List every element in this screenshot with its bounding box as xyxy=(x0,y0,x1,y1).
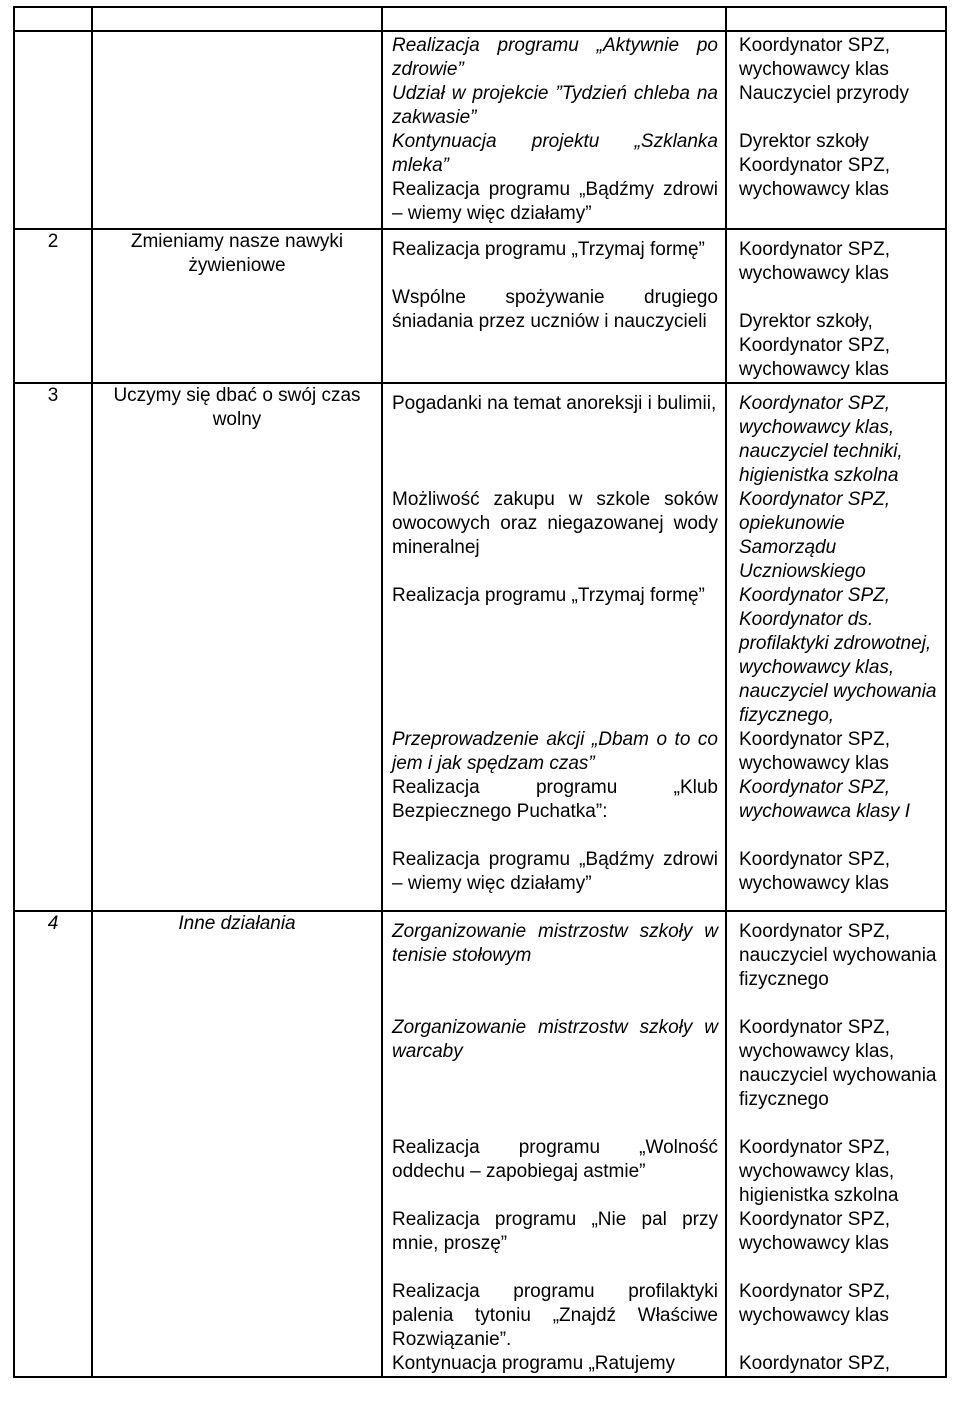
responsible-cell xyxy=(726,229,946,383)
responsible-item: Koordynator SPZ, wychowawcy klas, nauczyciel techniki, higienistka szkolna xyxy=(739,393,903,486)
topic-cell xyxy=(92,7,382,31)
responsible-item: Koordynator SPZ, wychowawcy klas, higienistka szkolna xyxy=(739,1137,899,1206)
responsible-cell xyxy=(726,31,946,229)
activities-cell xyxy=(382,383,726,911)
activity-item: Realizacja programu „Bądźmy zdrowi – wiemy więc działamy” xyxy=(392,179,718,224)
activities-cell xyxy=(382,7,726,31)
responsible-item: Koordynator SPZ, wychowawcy klas xyxy=(739,849,891,894)
responsible-item: Koordynator SPZ, Koordynator ds. profilaktyki zdrowotnej, wychowawcy klas, nauczyciel wychowania fizycznego, xyxy=(739,585,937,726)
table-row xyxy=(14,31,946,229)
responsible-item: Koordynator SPZ, wychowawcy klas xyxy=(739,1281,891,1326)
health-program-table xyxy=(13,6,947,1378)
responsible-cell xyxy=(726,911,946,1377)
topic-cell: Zmieniamy nasze nawyki żywieniowe xyxy=(92,229,382,383)
responsible-item: Koordynator SPZ, wychowawcy klas xyxy=(739,239,891,284)
activity-item: Kontynuacja programu „Ratujemy xyxy=(392,1353,676,1374)
responsible-item: Koordynator SPZ, opiekunowie Samorządu Uczniowskiego xyxy=(739,489,891,582)
row-number-cell: 3 xyxy=(14,383,92,911)
activity-item: Realizacja programu profilaktyki palenia tytoniu „Znajdź Właściwe Rozwiązanie”. xyxy=(392,1281,718,1350)
responsible-cell xyxy=(726,7,946,31)
activity-item: Wspólne spożywanie drugiego śniadania przez uczniów i nauczycieli xyxy=(392,287,718,332)
responsible-item: Koordynator SPZ, wychowawcy klas xyxy=(739,155,891,200)
row-number-cell: 2 xyxy=(14,229,92,383)
responsible-item: Dyrektor szkoły, Koordynator SPZ, wychowawcy klas xyxy=(739,311,891,380)
activity-item: Realizacja programu „Aktywnie po zdrowie” xyxy=(392,35,718,80)
table-row xyxy=(14,7,946,31)
responsible-item: Koordynator SPZ, wychowawcy klas xyxy=(739,35,891,80)
row-number-cell xyxy=(14,31,92,229)
topic-cell: Inne działania xyxy=(92,911,382,1377)
topic-cell: Uczymy się dbać o swój czas wolny xyxy=(92,383,382,911)
activity-item: Realizacja programu „Trzymaj formę” xyxy=(392,239,705,260)
activity-item: Realizacja programu „Nie pal przy mnie, proszę” xyxy=(392,1209,718,1254)
row-number-cell: 4 xyxy=(14,911,92,1377)
activity-item: Realizacja programu „Bądźmy zdrowi – wiemy więc działamy” xyxy=(392,849,718,894)
activity-item: Przeprowadzenie akcji „Dbam o to co jem i jak spędzam czas” xyxy=(392,729,718,774)
responsible-cell xyxy=(726,383,946,911)
responsible-item: Koordynator SPZ, wychowawcy klas, nauczyciel wychowania fizycznego xyxy=(739,1017,937,1110)
activities-cell xyxy=(382,911,726,1377)
activities-cell xyxy=(382,229,726,383)
responsible-item: Koordynator SPZ, nauczyciel wychowania fizycznego xyxy=(739,921,937,990)
activity-item: Realizacja programu „Klub Bezpiecznego Puchatka”: xyxy=(392,777,718,822)
activity-item: Realizacja programu „Wolność oddechu – zapobiegaj astmie” xyxy=(392,1137,718,1182)
table-row xyxy=(14,911,946,1377)
activity-item: Pogadanki na temat anoreksji i bulimii, xyxy=(392,393,717,414)
topic-cell xyxy=(92,31,382,229)
responsible-item: Koordynator SPZ, xyxy=(739,1353,891,1374)
responsible-item: Koordynator SPZ, wychowawcy klas xyxy=(739,729,891,774)
table-row xyxy=(14,383,946,911)
activity-item: Kontynuacja projektu „Szklanka mleka” xyxy=(392,131,718,176)
activity-item: Udział w projekcie ”Tydzień chleba na zakwasie” xyxy=(392,83,718,128)
activity-item: Zorganizowanie mistrzostw szkoły w warcaby xyxy=(392,1017,718,1062)
activity-item: Realizacja programu „Trzymaj formę” xyxy=(392,585,705,606)
table-row xyxy=(14,229,946,383)
responsible-item: Dyrektor szkoły xyxy=(739,131,869,152)
responsible-item: Koordynator SPZ, wychowawca klasy I xyxy=(739,777,911,822)
row-number-cell xyxy=(14,7,92,31)
responsible-item: Koordynator SPZ, wychowawcy klas xyxy=(739,1209,891,1254)
responsible-item: Nauczyciel przyrody xyxy=(739,83,909,104)
activity-item: Możliwość zakupu w szkole soków owocowych oraz niegazowanej wody mineralnej xyxy=(392,489,718,558)
activity-item: Zorganizowanie mistrzostw szkoły w tenisie stołowym xyxy=(392,921,718,966)
activities-cell xyxy=(382,31,726,229)
